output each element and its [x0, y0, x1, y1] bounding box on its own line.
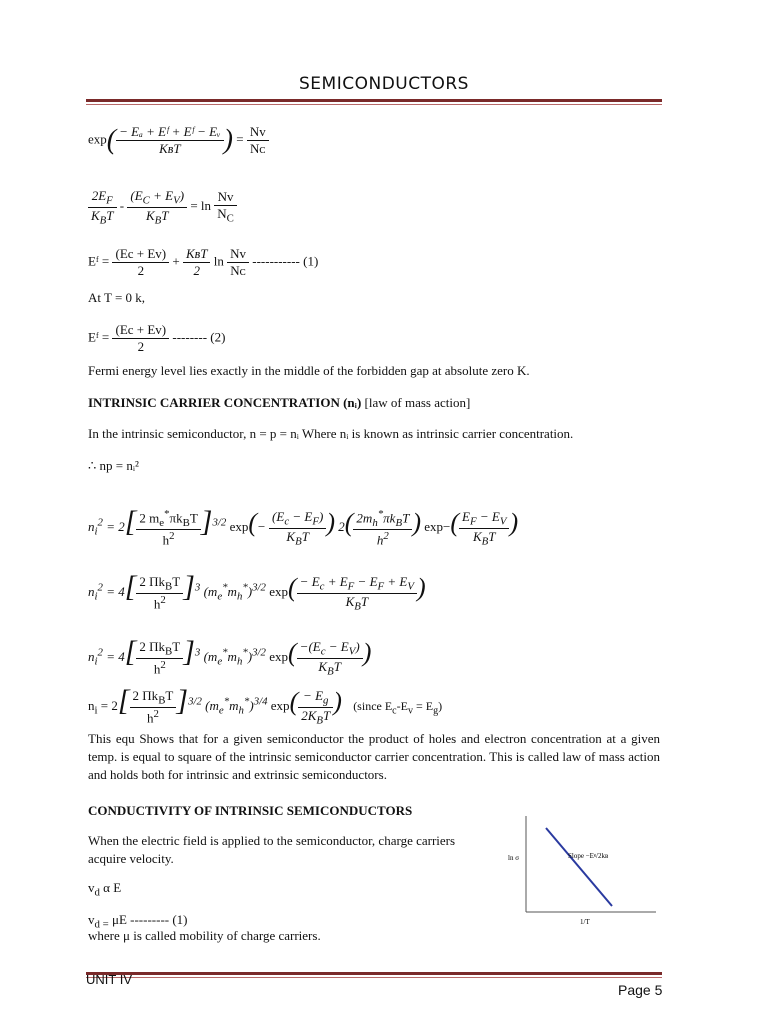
- equation-1: exp( $\frac{\text{− Eₐ + Eᶠ + Eᶠ − Eᵥ}}{\text{KʙT}}$ ) = $\frac{Nv}{\text{Nᴄ}}$: [88, 124, 269, 157]
- header-rule-thin: [86, 104, 662, 105]
- slope-line: [546, 828, 612, 906]
- intrinsic-heading: INTRINSIC CARRIER CONCENTRATION (nᵢ) [law of mass action]: [88, 395, 471, 410]
- intrinsic-intro: In the intrinsic semiconductor, n = p = nᵢ Where nᵢ is known as intrinsic carrier concentration.: [88, 426, 574, 441]
- ln-sigma-graph: [500, 812, 660, 932]
- equation-2: $\frac{2E_F}{K_BT}$ - $\frac{(E_C + E_V)}{K_BT}$ = ln $\frac{Nv}{N_C}$: [88, 188, 237, 226]
- since-note: (since $E_c-E_v = E_g$): [353, 699, 443, 717]
- footer-rule-thin: [86, 977, 662, 978]
- equation-4: Eᶠ = $\frac{(Ec + Ev)}{2}$ -------- (2): [88, 322, 226, 354]
- mobility-text: where μ is called mobility of charge carriers.: [88, 928, 321, 943]
- vd-proportional: $v_d$ α E: [88, 880, 122, 899]
- conductivity-heading: CONDUCTIVITY OF INTRINSIC SEMICONDUCTORS: [88, 803, 413, 818]
- field-paragraph: When the electric field is applied to the semiconductor, charge carriers acquire velocity.: [88, 833, 456, 866]
- ni-equation-3: $n_i^2 = 4$[ $\frac{2 \Pi k_BT}{h^2}$ ]$^3$ $(m_e^*m_h^*)^{3/2}$ exp( $\frac{-(E_c - E_V)}{K_BT}$ ): [88, 635, 372, 678]
- np-equation: ∴ np = nᵢ²: [88, 458, 139, 473]
- page-number: Page 5: [618, 982, 663, 998]
- equation-3: Eᶠ = $\frac{(Ec + Ev)}{2}$ + $\frac{\text{KʙT}}{2}$ ln $\frac{Nv}{\text{Nᴄ}}$ ----------- (1): [88, 246, 319, 278]
- ni-equation-1: $n_i^2 = 2$[ $\frac{2 m_e^*\pi k_BT}{h^2}$ ]$^{3/2}$ exp(− $\frac{(E_c - E_F)}{K_BT}$ ) 2( $\frac{2m_h^*\pi k_BT}{h^2}$ ) exp−( $\frac{E_F - E_V}{K_BT}$ ): [88, 505, 519, 548]
- header-rule: [86, 99, 662, 102]
- law-paragraph: This equ Shows that for a given semiconductor the product of holes and electron concentration at a given temp. is equal to square of the intrinsic semiconductor carrier concentration. This is called law of mass action and holds both for intrinsic and extrinsic semiconductors.: [88, 731, 660, 782]
- x-axis-label: 1/T: [580, 918, 590, 926]
- y-axis-label: ln σ: [508, 854, 519, 862]
- fermi-paragraph: Fermi energy level lies exactly in the middle of the forbidden gap at absolute zero K.: [88, 363, 530, 378]
- page-title: SEMICONDUCTORS: [299, 74, 469, 94]
- ni-equation-2: $n_i^2 = 4$[ $\frac{2 \Pi k_BT}{h^2}$ ]$^3$ $(m_e^*m_h^*)^{3/2}$ exp( $\frac{- E_c + E_F - E_F + E_V}{K_BT}$ ): [88, 570, 426, 613]
- at-t0-text: At T = 0 k,: [88, 290, 146, 305]
- vd-equation: $v_{d =}$ μE --------- (1): [88, 912, 188, 931]
- footer-rule: [86, 972, 662, 975]
- footer-unit: UNIT IV: [86, 972, 132, 987]
- slope-label: Slope −Eᵍ/2kʙ: [568, 852, 609, 860]
- ni-equation-4: $n_i = 2$[ $\frac{2 \Pi k_BT}{h^2}$ ]$^{3/2}$ $(m_e^*m_h^*)^{3/4}$ exp( $\frac{- E_g}{2K_BT}$ ) (since $E_c-E_v = E_g$): [88, 684, 443, 727]
